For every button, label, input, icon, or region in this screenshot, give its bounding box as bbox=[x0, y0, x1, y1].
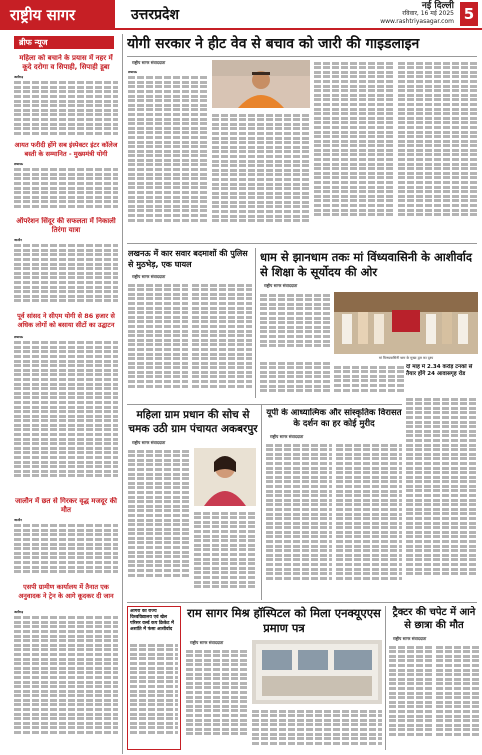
lucknow-body-col-1 bbox=[128, 282, 188, 402]
brief-dateline-2: लखनऊ bbox=[14, 162, 24, 166]
edition-info bbox=[342, 0, 482, 30]
women-body-col-1 bbox=[128, 448, 190, 598]
brief-body-6 bbox=[14, 610, 118, 750]
culture-body-col-2 bbox=[336, 442, 402, 598]
sports-headline: आगरा का राज्य विश्वविद्यालय एवं खेल परिसर वर्ल्ड कप क्रिकेट में अशांति में फंसा आशीर्वाद bbox=[130, 609, 174, 632]
vindhya-photo-caption: मां विन्ध्यवासिनी धाम के मुख्य द्वार का दृश्य bbox=[378, 356, 434, 360]
yogi-photo-icon bbox=[212, 60, 310, 108]
tractor-byline: राष्ट्रीय सागर संवाददाता bbox=[393, 636, 427, 641]
lead-body-col-4 bbox=[398, 60, 478, 240]
culture-byline: राष्ट्रीय सागर संवाददाता bbox=[270, 434, 304, 439]
hospital-headline: राम सागर मिश्र हॉस्पिटल को मिला एनक्यूएएस प्रमाण पत्र bbox=[187, 606, 381, 635]
paper-logo: राष्ट्रीय सागर bbox=[0, 0, 115, 30]
brief-body-4 bbox=[14, 335, 118, 493]
brief-headline-3: ऑपरेशन सिंदूर की सफलता में निकाली तिरंगा यात्रा bbox=[16, 217, 116, 234]
lead-photo bbox=[212, 60, 310, 108]
lead-body-col-3 bbox=[314, 60, 394, 240]
women-body-col-2 bbox=[194, 510, 256, 598]
vindhya-body-col-1 bbox=[260, 292, 330, 354]
brief-news-tag: ब्रीफ न्यूज bbox=[14, 36, 114, 49]
brief-headline-1: महिला को बचाने के प्रयास में नहर में कूदे दरोगा व सिपाही, सिपाही डूबा bbox=[19, 54, 113, 71]
culture-headline: यूपी के आध्यात्मिक और सांस्कृतिक विरासत के दर्शन का हर कोई मुरीद bbox=[266, 408, 402, 429]
column-divider-4 bbox=[385, 606, 386, 750]
lead-byline: राष्ट्रीय सागर संवाददाता bbox=[132, 60, 166, 65]
lead-body-col-2 bbox=[212, 112, 310, 240]
vindhya-headline: धाम से झानधाम तकः मां विंध्यवासिनी के आशीर्वाद से शिक्षा के सूर्योदय की ओर bbox=[260, 250, 472, 279]
page-number: 5 bbox=[460, 2, 478, 26]
roads-side-body bbox=[406, 396, 478, 600]
women-headline: महिला ग्राम प्रधान की सोच से चमक उठी ग्राम पंचायत अकबरपुर bbox=[128, 409, 258, 435]
lead-headline: योगी सरकार ने हीट वेव से बचाव को जारी की गाइडलाइन bbox=[127, 36, 420, 52]
section-rule-3 bbox=[127, 602, 477, 603]
hospital-byline: राष्ट्रीय सागर संवाददाता bbox=[190, 640, 224, 645]
vindhya-photo-group bbox=[334, 292, 478, 354]
vindhya-byline: राष्ट्रीय सागर संवाददाता bbox=[264, 283, 298, 288]
column-divider bbox=[122, 34, 123, 754]
tractor-headline: ट्रैक्टर की चपेट में आने से छात्रा की मौत bbox=[392, 607, 476, 631]
lead-dateline: लखनऊ bbox=[128, 70, 138, 74]
column-divider-2 bbox=[255, 248, 256, 398]
brief-body-2 bbox=[14, 162, 118, 212]
section-rule-1 bbox=[127, 243, 477, 244]
hospital-body-col-1 bbox=[186, 648, 248, 750]
lucknow-body-col-2 bbox=[192, 282, 252, 402]
hospital-building-icon bbox=[252, 640, 382, 704]
brief-body-1 bbox=[14, 75, 118, 137]
section-rule-2 bbox=[127, 404, 402, 405]
lead-body-col-1 bbox=[128, 70, 208, 240]
edition-city: नई दिल्ली bbox=[421, 1, 454, 11]
sports-body bbox=[130, 642, 178, 746]
lucknow-headline: लखनऊ में कार सवार बदमाशों की पुलिस से मुठभेड़, एक घायल bbox=[128, 249, 248, 269]
brief-headline-5: जालौन में छत से गिरकर वृद्ध मजदूर की मौत bbox=[15, 497, 117, 514]
vindhya-body-col-3 bbox=[334, 364, 404, 400]
ceremony-photo-icon bbox=[334, 292, 478, 354]
masthead bbox=[0, 0, 482, 30]
brief-dateline-1: अलीगढ़ bbox=[14, 75, 24, 79]
women-pradhan-photo bbox=[194, 448, 256, 506]
column-divider-3 bbox=[261, 404, 262, 600]
vindhya-body-col-2 bbox=[260, 360, 330, 400]
edition-date: रविवार, 16 मई 2025 bbox=[402, 10, 454, 17]
brief-body-3 bbox=[14, 238, 118, 308]
website-link[interactable]: www.rashtriyasagar.com bbox=[380, 18, 454, 25]
roads-side-headline: दो माह में 2.34 करोड़ टनकों से तैयार होंगे 24 आवासगृह रोड bbox=[406, 364, 473, 377]
section-title: उत्तरप्रदेश bbox=[115, 0, 342, 30]
brief-dateline-3: जालौन bbox=[14, 238, 22, 242]
lead-rule bbox=[127, 56, 477, 57]
lucknow-byline: राष्ट्रीय सागर संवाददाता bbox=[132, 274, 166, 279]
hospital-photo bbox=[252, 640, 382, 704]
brief-dateline-4: लखनऊ bbox=[14, 335, 24, 339]
woman-portrait-icon bbox=[194, 448, 256, 506]
brief-dateline-6: अलीगढ़ bbox=[14, 610, 24, 614]
tractor-body-col-2 bbox=[436, 644, 479, 750]
tractor-body-col-1 bbox=[389, 644, 433, 750]
brief-dateline-5: जालौन bbox=[14, 518, 22, 522]
brief-headline-4: पूर्व सांसद ने सीएम योगी से 86 हजार से अधिक लोगों को बसाया सीटों का उद्घाटन bbox=[17, 312, 115, 329]
hospital-body-col-2 bbox=[252, 708, 382, 750]
women-byline: राष्ट्रीय सागर संवाददाता bbox=[132, 440, 166, 445]
brief-headline-2: आयत फरीदी होंगे सब इंस्पेक्टर इंटर कॉलेज बस्ती के सम्मानित - मुख्यमंत्री योगी bbox=[14, 141, 118, 158]
culture-body-col-1 bbox=[266, 442, 332, 598]
brief-headline-6: एसपी ग्रामीण कार्यालय में तैनात एक अनुवादक ने ट्रेन के आगे कूदकर दी जान bbox=[18, 583, 114, 600]
brief-body-5 bbox=[14, 518, 118, 578]
